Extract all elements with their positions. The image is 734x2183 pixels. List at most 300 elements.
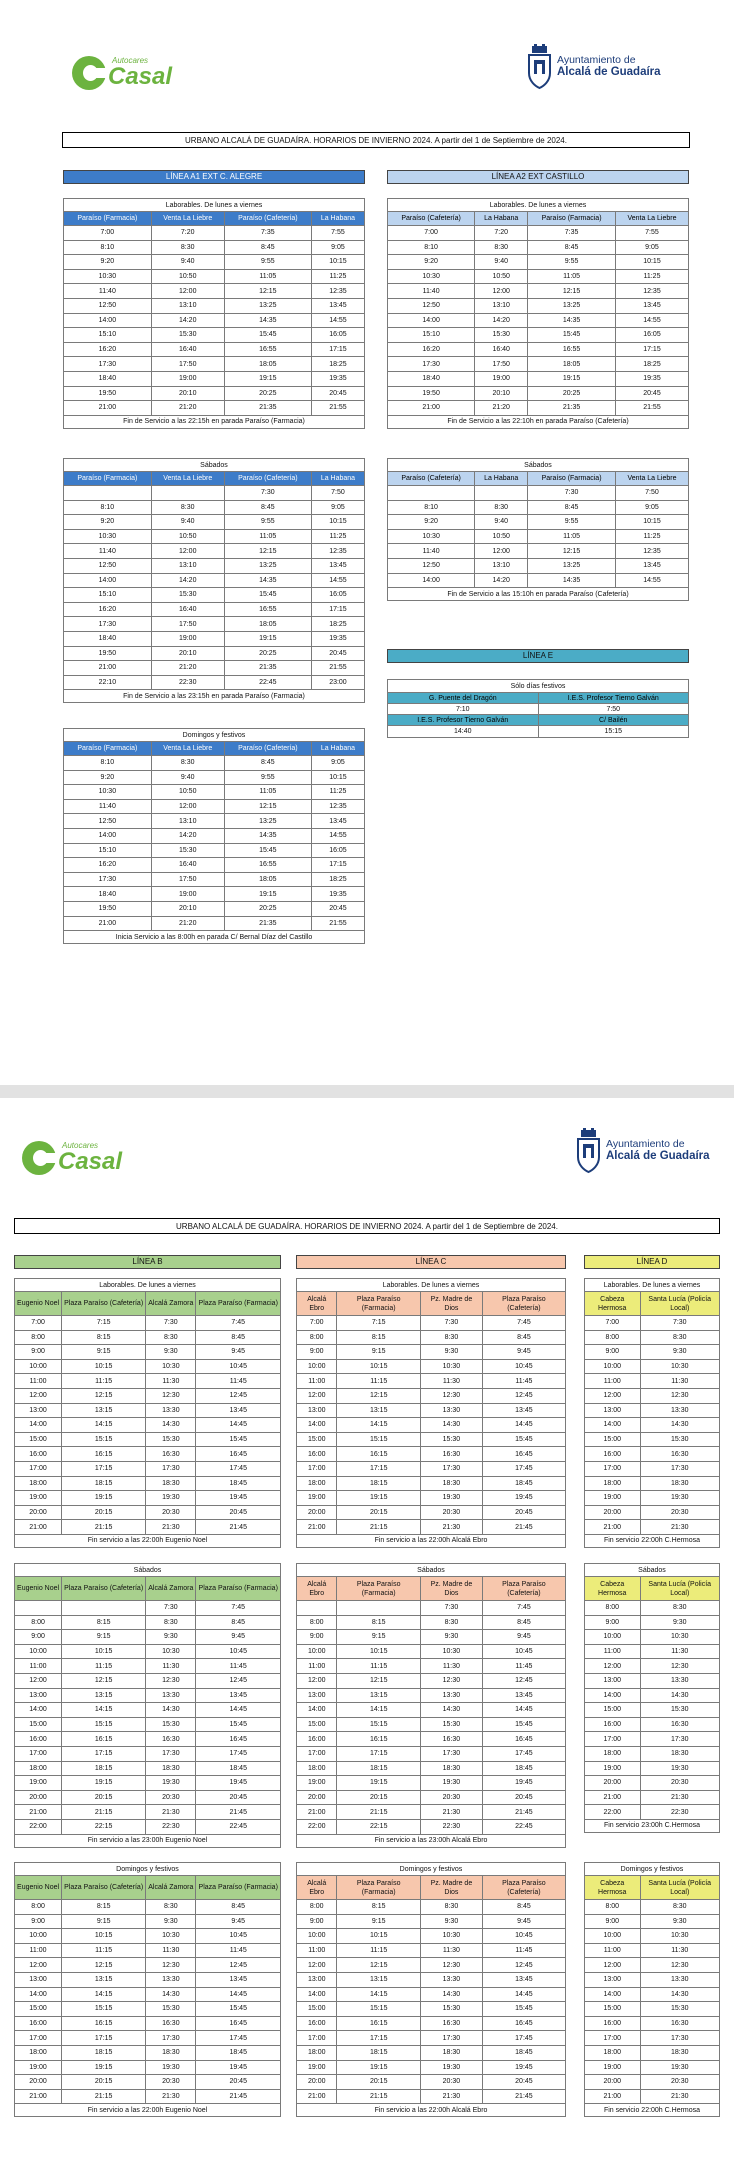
column-header: Plaza Paraíso (Cafetería) <box>62 1876 146 1900</box>
time-cell: 7:30 <box>640 1316 720 1331</box>
table-row <box>585 1418 720 1433</box>
time-cell: 11:05 <box>224 529 311 544</box>
line-e-caption: Sólo días festivos <box>388 680 689 693</box>
time-cell: 15:45 <box>224 328 311 343</box>
time-cell: 15:15 <box>62 1432 146 1447</box>
time-cell: 17:45 <box>482 1746 565 1761</box>
time-cell: 13:30 <box>146 1688 196 1703</box>
time-cell: 8:10 <box>64 240 152 255</box>
column-header: Venta La Liebre <box>151 742 224 756</box>
time-cell: 19:00 <box>297 1776 337 1791</box>
table-row <box>297 1432 566 1447</box>
time-cell: 12:15 <box>224 799 311 814</box>
time-cell: 16:55 <box>224 342 311 357</box>
time-cell: 11:15 <box>62 1659 146 1674</box>
time-cell: 17:00 <box>297 1461 337 1476</box>
page-2 <box>0 1098 734 2183</box>
time-cell: 19:00 <box>585 1491 641 1506</box>
time-cell: 8:30 <box>420 1900 482 1915</box>
table-caption-row <box>388 199 689 212</box>
time-cell: 16:15 <box>337 1447 421 1462</box>
table-caption: Laborables. De lunes a viernes <box>585 1279 720 1292</box>
table-header-row <box>15 1876 281 1900</box>
table-footer: Fin de Servicio a las 22:15h en parada Paraíso (Farmacia) <box>64 415 365 428</box>
table-footer-row <box>15 1534 281 1547</box>
table-row <box>64 515 365 530</box>
time-cell: 16:00 <box>297 1732 337 1747</box>
casal-c-icon <box>22 1141 56 1175</box>
table-row <box>15 2002 281 2017</box>
time-cell: 22:00 <box>297 1819 337 1834</box>
time-cell: 19:45 <box>482 2060 565 2075</box>
table-row <box>64 858 365 873</box>
table-row <box>15 1958 281 1973</box>
time-cell: 11:05 <box>528 529 616 544</box>
table-row <box>585 2075 720 2090</box>
time-cell: 17:00 <box>585 2031 641 2046</box>
time-cell: 7:20 <box>151 226 224 241</box>
table-footer: Fin servicio 23:00h C.Hermosa <box>585 1819 720 1832</box>
time-cell: 19:50 <box>64 901 152 916</box>
time-cell: 14:55 <box>615 313 688 328</box>
time-cell: 17:30 <box>146 2031 196 2046</box>
table-row <box>297 1673 566 1688</box>
table-row <box>297 1761 566 1776</box>
time-cell: 16:30 <box>146 1732 196 1747</box>
time-cell: 21:30 <box>146 1520 196 1535</box>
time-cell: 17:30 <box>64 617 152 632</box>
table-row <box>388 284 689 299</box>
table-caption-row <box>15 1279 281 1292</box>
time-cell: 9:30 <box>420 1914 482 1929</box>
time-cell: 19:00 <box>151 371 224 386</box>
table-row <box>297 1900 566 1915</box>
table-row <box>15 1805 281 1820</box>
table-row <box>64 226 365 241</box>
time-cell: 9:15 <box>62 1914 146 1929</box>
time-cell: 20:30 <box>420 2075 482 2090</box>
time-cell: 15:45 <box>482 2002 565 2017</box>
time-cell: 18:45 <box>196 2045 281 2060</box>
time-cell: 13:00 <box>297 1972 337 1987</box>
table-row <box>15 1644 281 1659</box>
time-cell: 8:10 <box>388 240 475 255</box>
time-cell: 15:45 <box>196 1432 281 1447</box>
time-cell: 12:00 <box>585 1659 641 1674</box>
time-cell: 8:45 <box>482 1330 565 1345</box>
time-cell: 8:15 <box>337 1330 421 1345</box>
time-cell: 18:45 <box>196 1761 281 1776</box>
time-cell: 21:30 <box>640 2089 720 2104</box>
time-cell: 15:45 <box>482 1717 565 1732</box>
time-cell: 19:00 <box>585 2060 641 2075</box>
table-caption: Sábados <box>297 1564 566 1577</box>
time-cell: 18:05 <box>224 357 311 372</box>
time-cell: 20:45 <box>311 386 364 401</box>
time-cell: 14:35 <box>224 313 311 328</box>
line-e-header: I.E.S. Profesor Tierno Galván <box>538 693 689 704</box>
time-cell: 11:30 <box>146 1374 196 1389</box>
table-row <box>297 1630 566 1645</box>
table-footer-row <box>64 415 365 428</box>
time-cell: 11:30 <box>146 1943 196 1958</box>
time-cell: 18:45 <box>482 2045 565 2060</box>
table-row <box>15 1330 281 1345</box>
time-cell: 21:30 <box>146 2089 196 2104</box>
time-cell: 15:45 <box>196 1717 281 1732</box>
table-row <box>297 1929 566 1944</box>
time-cell: 13:30 <box>640 1673 720 1688</box>
table-row <box>64 756 365 771</box>
table-row <box>15 1345 281 1360</box>
time-cell: 9:15 <box>62 1630 146 1645</box>
time-cell: 16:55 <box>528 342 616 357</box>
time-cell: 19:00 <box>151 887 224 902</box>
table-row <box>585 2089 720 2104</box>
time-cell: 21:00 <box>585 1520 641 1535</box>
table-row <box>15 1505 281 1520</box>
time-cell: 13:45 <box>482 1972 565 1987</box>
table-row <box>297 1659 566 1674</box>
time-cell: 20:30 <box>420 1505 482 1520</box>
time-cell: 21:00 <box>297 1805 337 1820</box>
time-cell: 13:00 <box>15 1972 62 1987</box>
table-row <box>64 371 365 386</box>
table-row <box>64 558 365 573</box>
time-cell: 17:30 <box>640 1732 720 1747</box>
time-cell: 9:45 <box>196 1914 281 1929</box>
table-row <box>297 2031 566 2046</box>
time-cell: 12:30 <box>146 1388 196 1403</box>
time-cell: 10:50 <box>151 529 224 544</box>
time-cell: 13:00 <box>585 1972 641 1987</box>
time-cell: 10:30 <box>420 1929 482 1944</box>
time-cell: 10:45 <box>482 1359 565 1374</box>
time-cell: 19:30 <box>420 2060 482 2075</box>
table-row <box>64 357 365 372</box>
time-cell: 13:25 <box>528 558 616 573</box>
time-cell: 21:30 <box>420 2089 482 2104</box>
time-cell: 21:30 <box>640 1520 720 1535</box>
time-cell: 15:10 <box>64 843 152 858</box>
column-header: Alcalá Ebro <box>297 1876 337 1900</box>
time-cell: 20:00 <box>15 1505 62 1520</box>
table-a2-weekdays <box>387 198 689 429</box>
time-cell: 10:45 <box>196 1929 281 1944</box>
time-cell <box>475 486 528 501</box>
time-cell: 17:15 <box>311 858 364 873</box>
ayto-line1: Ayuntamiento de <box>557 54 636 67</box>
time-cell: 17:00 <box>15 1746 62 1761</box>
table-c-sundays <box>296 1862 566 2117</box>
time-cell: 18:15 <box>62 2045 146 2060</box>
time-cell: 13:25 <box>528 298 616 313</box>
document-title: URBANO ALCALÁ DE GUADAÍRA. HORARIOS DE INVIERNO 2024. A partir del 1 de Septiembre de 2024. <box>62 132 690 148</box>
table-row <box>64 328 365 343</box>
time-cell: 14:15 <box>62 1418 146 1433</box>
time-cell: 16:45 <box>196 1732 281 1747</box>
time-cell: 17:45 <box>482 2031 565 2046</box>
time-cell: 11:15 <box>337 1943 421 1958</box>
time-cell: 12:00 <box>15 1958 62 1973</box>
table-row <box>585 1644 720 1659</box>
ayto-line2: Alcalá de Guadaíra <box>557 66 661 79</box>
table-row <box>15 1374 281 1389</box>
time-cell: 10:50 <box>151 269 224 284</box>
table-row <box>297 1461 566 1476</box>
time-cell: 14:55 <box>311 313 364 328</box>
table-a1-sundays <box>63 728 365 944</box>
table-footer-row <box>388 588 689 601</box>
time-cell: 15:00 <box>585 1703 641 1718</box>
time-cell: 20:00 <box>15 2075 62 2090</box>
time-cell: 19:30 <box>146 2060 196 2075</box>
time-cell: 12:15 <box>528 544 616 559</box>
time-cell: 8:30 <box>146 1615 196 1630</box>
time-cell: 22:00 <box>15 1819 62 1834</box>
time-cell: 12:30 <box>146 1673 196 1688</box>
table-row <box>297 1746 566 1761</box>
time-cell: 13:15 <box>62 1972 146 1987</box>
table-row <box>585 1388 720 1403</box>
table-row <box>297 1491 566 1506</box>
column-header: Paraíso (Farmacia) <box>64 742 152 756</box>
time-cell: 13:30 <box>640 1403 720 1418</box>
time-cell: 12:00 <box>15 1388 62 1403</box>
time-cell: 15:45 <box>528 328 616 343</box>
line-a1-banner: LÍNEA A1 EXT C. ALEGRE <box>63 170 365 184</box>
time-cell: 17:00 <box>297 1746 337 1761</box>
table-row <box>15 1601 281 1616</box>
time-cell: 11:00 <box>297 1374 337 1389</box>
time-cell: 11:15 <box>62 1374 146 1389</box>
table-row <box>388 529 689 544</box>
time-cell: 14:30 <box>420 1987 482 2002</box>
table-row <box>15 1914 281 1929</box>
time-cell: 18:00 <box>585 1476 641 1491</box>
time-cell: 13:30 <box>146 1972 196 1987</box>
column-header: Paraíso (Cafetería) <box>388 472 475 486</box>
time-cell: 10:15 <box>62 1929 146 1944</box>
time-cell: 19:00 <box>297 2060 337 2075</box>
time-cell: 18:40 <box>64 371 152 386</box>
time-cell: 16:30 <box>146 2016 196 2031</box>
table-row <box>297 1943 566 1958</box>
table-row <box>15 1929 281 1944</box>
table-row <box>297 1958 566 1973</box>
table-row <box>297 1987 566 2002</box>
time-cell: 12:45 <box>482 1388 565 1403</box>
time-cell: 12:00 <box>585 1958 641 1973</box>
time-cell: 20:15 <box>337 2075 421 2090</box>
time-cell: 13:15 <box>62 1688 146 1703</box>
time-cell: 11:15 <box>337 1659 421 1674</box>
time-cell: 10:15 <box>62 1359 146 1374</box>
time-cell: 9:00 <box>15 1630 62 1645</box>
time-cell: 21:00 <box>15 1805 62 1820</box>
time-cell: 9:40 <box>151 515 224 530</box>
time-cell: 19:15 <box>528 371 616 386</box>
table-row <box>64 313 365 328</box>
time-cell: 8:15 <box>62 1615 146 1630</box>
column-header: Paraíso (Farmacia) <box>64 212 152 226</box>
time-cell: 17:30 <box>640 2031 720 2046</box>
time-cell: 18:25 <box>311 872 364 887</box>
time-cell: 20:45 <box>196 1790 281 1805</box>
time-cell: 13:10 <box>151 558 224 573</box>
time-cell: 8:10 <box>388 500 475 515</box>
table-row <box>15 1659 281 1674</box>
column-header: Plaza Paraíso (Cafetería) <box>482 1876 565 1900</box>
time-cell: 23:00 <box>311 675 364 690</box>
time-cell: 7:20 <box>475 226 528 241</box>
time-cell: 19:00 <box>15 1491 62 1506</box>
time-cell: 21:45 <box>196 2089 281 2104</box>
time-cell: 14:35 <box>224 573 311 588</box>
line-e-cell: 7:50 <box>538 704 689 715</box>
time-cell: 17:50 <box>475 357 528 372</box>
time-cell: 11:40 <box>388 284 475 299</box>
time-cell: 8:30 <box>151 240 224 255</box>
time-cell: 7:55 <box>311 226 364 241</box>
table-row <box>388 226 689 241</box>
time-cell: 19:45 <box>482 1491 565 1506</box>
time-cell: 11:45 <box>196 1659 281 1674</box>
time-cell: 13:30 <box>420 1972 482 1987</box>
table-row <box>388 313 689 328</box>
time-cell: 21:15 <box>62 1520 146 1535</box>
table-row <box>585 1432 720 1447</box>
table-caption: Sábados <box>64 459 365 472</box>
column-header: Paraíso (Farmacia) <box>528 212 616 226</box>
table-caption: Laborables. De lunes a viernes <box>15 1279 281 1292</box>
time-cell: 10:15 <box>311 255 364 270</box>
time-cell: 20:30 <box>146 1790 196 1805</box>
table-footer: Fin servicio a las 22:00h Alcalá Ebro <box>297 2104 566 2117</box>
table-row <box>297 1345 566 1360</box>
time-cell: 22:15 <box>62 1819 146 1834</box>
time-cell: 15:00 <box>585 2002 641 2017</box>
time-cell: 14:15 <box>62 1987 146 2002</box>
column-header: La Habana <box>311 212 364 226</box>
time-cell: 12:30 <box>146 1958 196 1973</box>
table-row <box>15 1673 281 1688</box>
time-cell: 10:15 <box>337 1644 421 1659</box>
table-header-row <box>297 1577 566 1601</box>
table-row <box>64 887 365 902</box>
time-cell: 9:55 <box>224 255 311 270</box>
time-cell: 15:45 <box>224 588 311 603</box>
time-cell: 11:30 <box>420 1374 482 1389</box>
table-caption-row <box>585 1564 720 1577</box>
table-row <box>15 1688 281 1703</box>
time-cell <box>337 1601 421 1616</box>
table-footer: Fin servicio a las 22:00h Eugenio Noel <box>15 2104 281 2117</box>
time-cell: 9:00 <box>15 1345 62 1360</box>
table-row <box>64 240 365 255</box>
time-cell: 16:55 <box>224 602 311 617</box>
time-cell: 17:15 <box>62 1461 146 1476</box>
table-header-row <box>388 212 689 226</box>
time-cell: 17:15 <box>337 2031 421 2046</box>
time-cell: 8:00 <box>297 1330 337 1345</box>
time-cell: 10:15 <box>311 770 364 785</box>
time-cell: 9:20 <box>388 255 475 270</box>
table-row <box>585 2016 720 2031</box>
time-cell: 12:15 <box>224 544 311 559</box>
table-row <box>585 2045 720 2060</box>
time-cell: 20:30 <box>640 1776 720 1791</box>
time-cell: 21:30 <box>146 1805 196 1820</box>
line-d-banner: LÍNEA D <box>584 1255 720 1269</box>
table-row <box>15 1819 281 1834</box>
time-cell: 8:45 <box>528 240 616 255</box>
table-row <box>585 1958 720 1973</box>
column-header: Plaza Paraíso (Farmacia) <box>196 1577 281 1601</box>
column-header: La Habana <box>475 212 528 226</box>
time-cell: 7:00 <box>15 1316 62 1331</box>
table-row <box>64 573 365 588</box>
time-cell: 19:15 <box>224 887 311 902</box>
time-cell: 10:30 <box>146 1359 196 1374</box>
column-header: Paraíso (Cafetería) <box>224 742 311 756</box>
coat-of-arms-icon <box>575 1128 602 1174</box>
time-cell: 11:40 <box>64 799 152 814</box>
time-cell: 13:00 <box>585 1673 641 1688</box>
table-row <box>297 1732 566 1747</box>
table-row <box>388 544 689 559</box>
casal-logo-small: Autocares <box>62 1141 99 1150</box>
time-cell: 14:00 <box>585 1688 641 1703</box>
table-row <box>585 1491 720 1506</box>
time-cell: 19:15 <box>224 371 311 386</box>
time-cell: 16:45 <box>196 1447 281 1462</box>
time-cell: 7:00 <box>297 1316 337 1331</box>
time-cell: 10:00 <box>585 1359 641 1374</box>
time-cell: 12:45 <box>482 1673 565 1688</box>
time-cell: 15:30 <box>151 588 224 603</box>
time-cell: 7:30 <box>420 1601 482 1616</box>
time-cell: 10:45 <box>482 1644 565 1659</box>
time-cell: 11:40 <box>388 544 475 559</box>
time-cell: 12:35 <box>311 799 364 814</box>
time-cell: 12:50 <box>64 814 152 829</box>
time-cell: 18:00 <box>297 1761 337 1776</box>
document-title: URBANO ALCALÁ DE GUADAÍRA. HORARIOS DE INVIERNO 2024. A partir del 1 de Septiembre de 2024. <box>14 1218 720 1234</box>
table-row <box>585 1703 720 1718</box>
time-cell: 14:00 <box>64 573 152 588</box>
time-cell: 18:15 <box>337 1476 421 1491</box>
line-c-banner: LÍNEA C <box>296 1255 566 1269</box>
table-header-row <box>64 742 365 756</box>
time-cell: 19:30 <box>640 1761 720 1776</box>
time-cell: 17:00 <box>585 1732 641 1747</box>
time-cell: 9:45 <box>482 1345 565 1360</box>
time-cell: 21:35 <box>224 401 311 416</box>
time-cell: 10:15 <box>311 515 364 530</box>
table-a2-saturdays <box>387 458 689 601</box>
table-row <box>15 2075 281 2090</box>
time-cell: 13:45 <box>196 1403 281 1418</box>
time-cell: 21:15 <box>62 2089 146 2104</box>
casal-c-icon <box>72 56 106 90</box>
time-cell: 9:40 <box>475 515 528 530</box>
time-cell: 11:05 <box>528 269 616 284</box>
time-cell: 18:45 <box>482 1476 565 1491</box>
time-cell: 21:20 <box>151 916 224 931</box>
time-cell: 11:05 <box>224 269 311 284</box>
time-cell: 13:10 <box>151 814 224 829</box>
